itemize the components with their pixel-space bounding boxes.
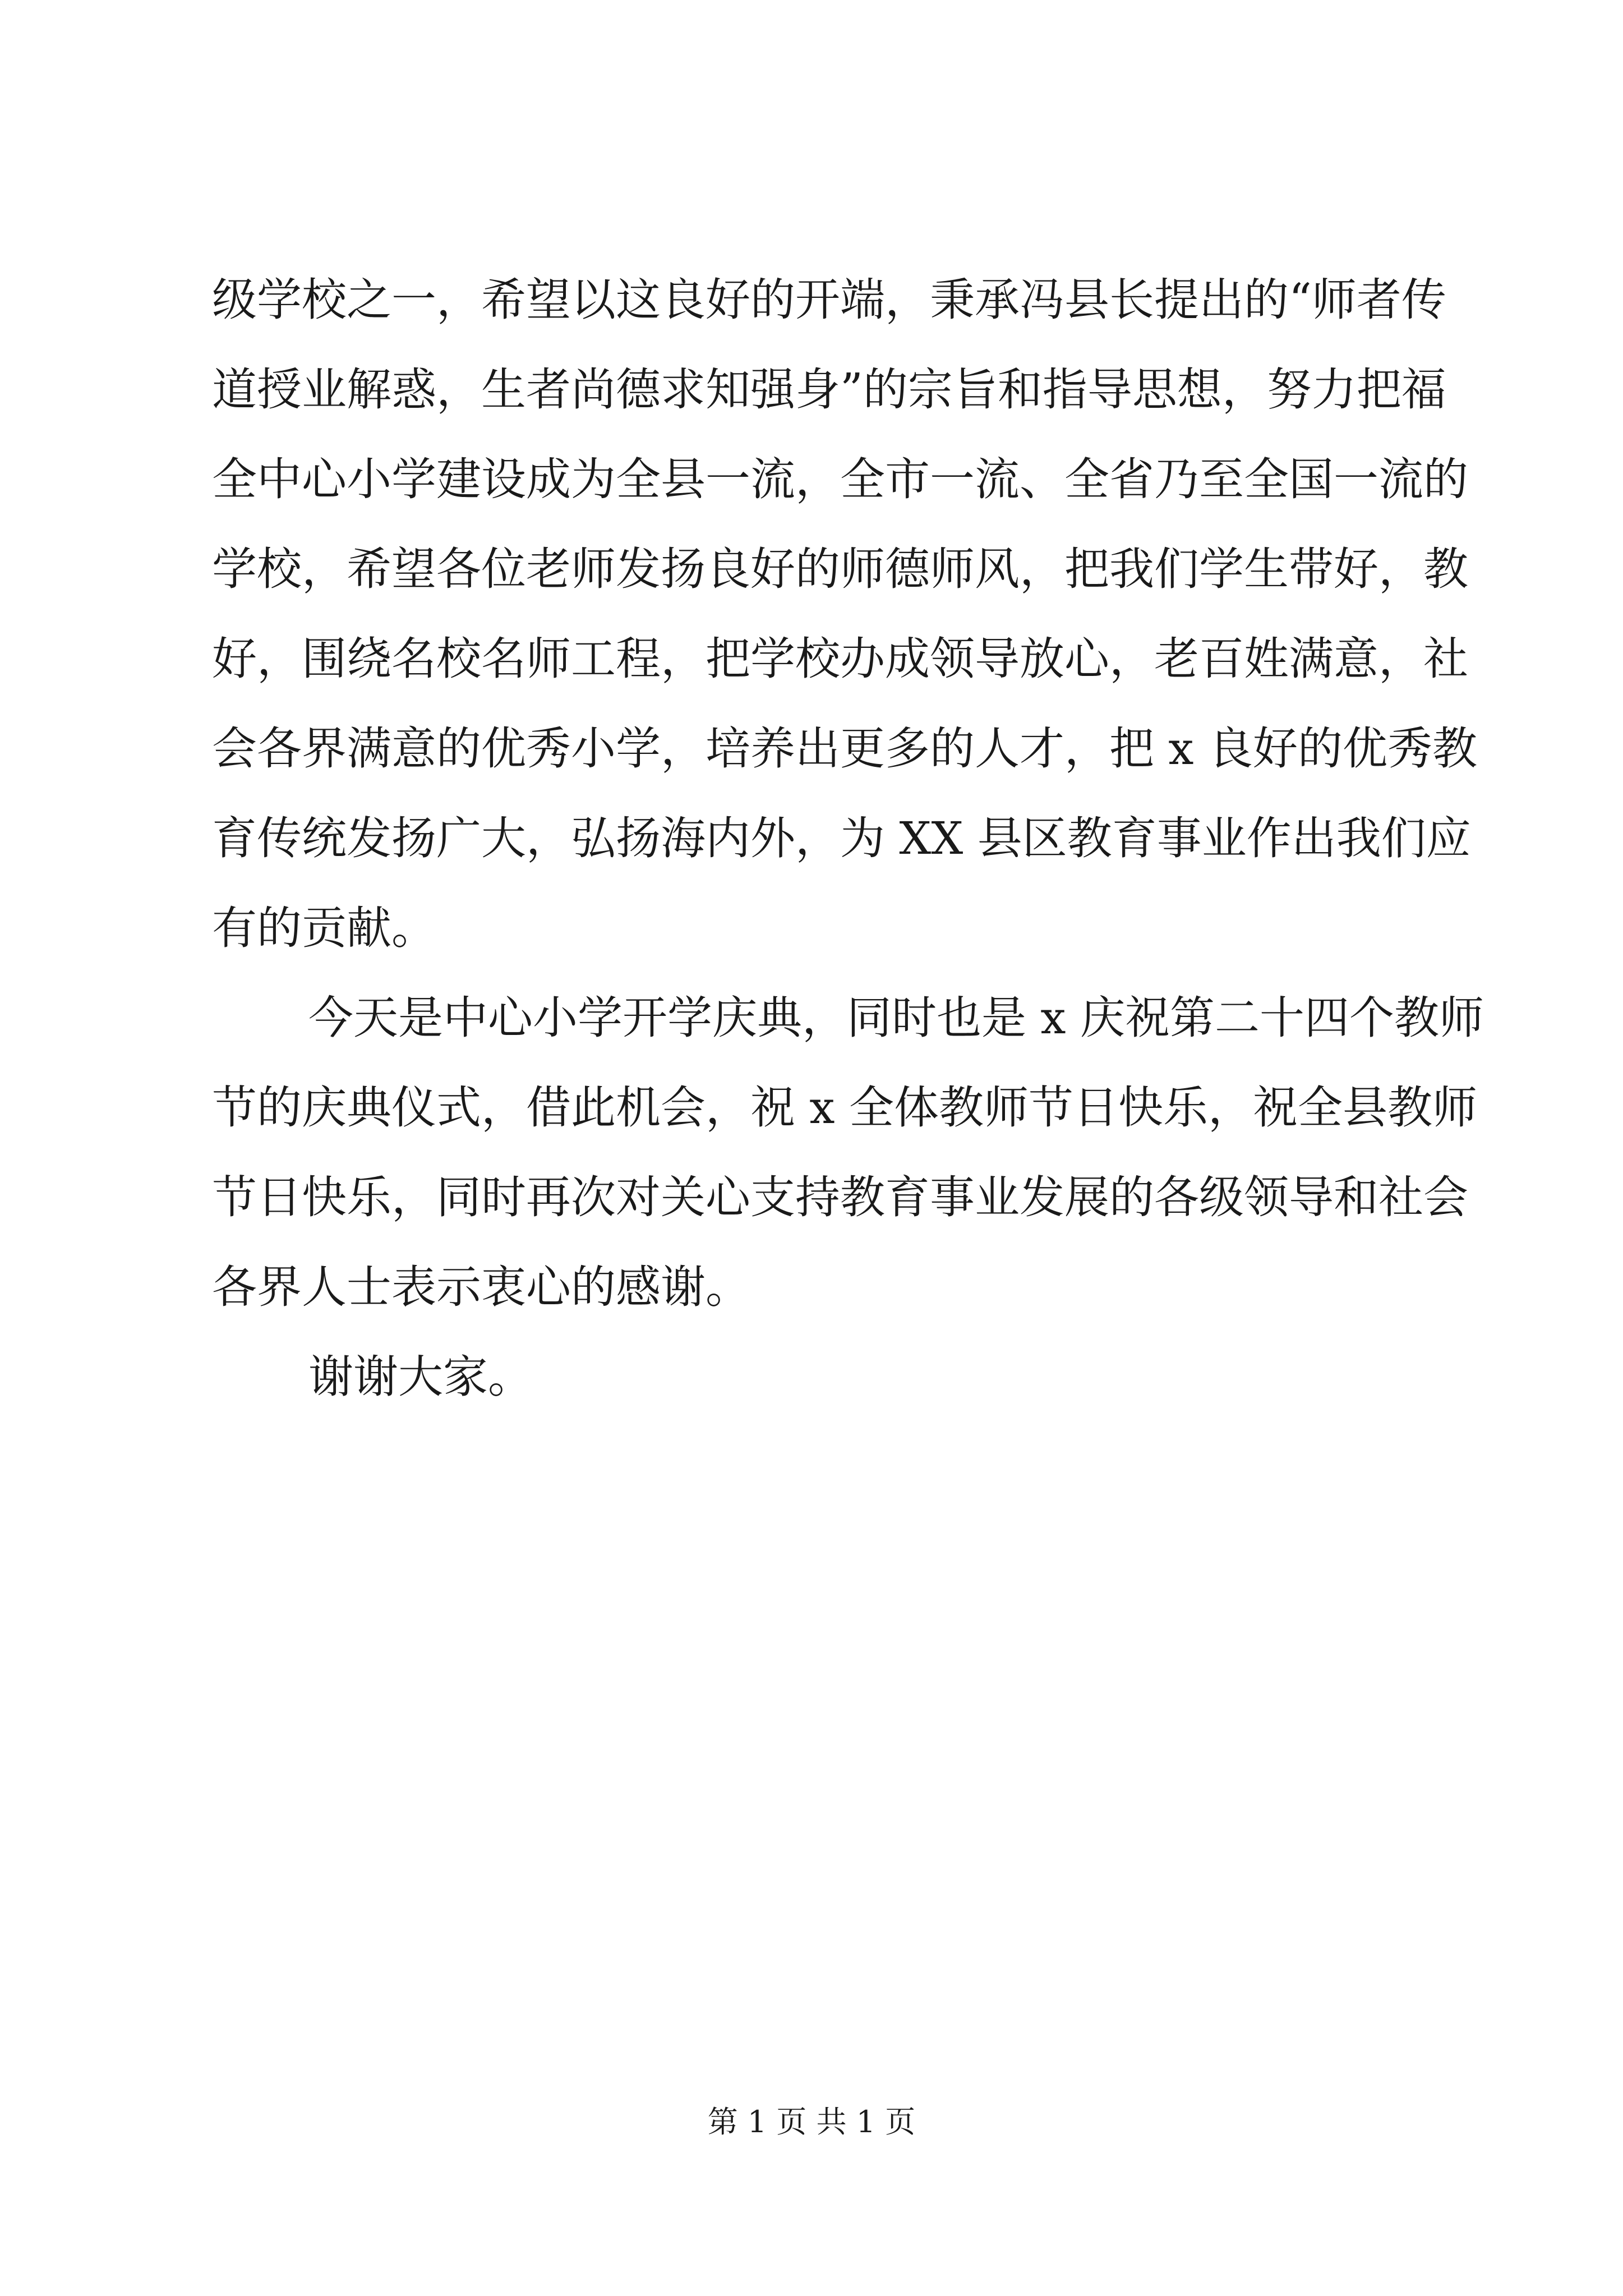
paragraph-line: 今天是中心小学开学庆典，同时也是 x 庆祝第二十四个教师 xyxy=(308,992,1484,1044)
paragraph-2 xyxy=(212,973,1484,1332)
paragraph-line: 节的庆典仪式，借此机会，祝 x 全体教师节日快乐，祝全县教师 xyxy=(212,1082,1477,1134)
paragraph-line: 好，围绕名校名师工程，把学校办成领导放心，老百姓满意，社 xyxy=(212,633,1468,685)
paragraph-line: 级学校之一，希望以这良好的开端，秉承冯县长提出的“师者传 xyxy=(212,274,1446,326)
paragraph-line: 学校，希望各位老师发扬良好的师德师风，把我们学生带好，教 xyxy=(212,543,1468,595)
paragraph-line: 全中心小学建设成为全县一流，全市一流、全省乃至全国一流的 xyxy=(212,453,1468,505)
paragraph-3 xyxy=(212,1332,1418,1422)
document-body xyxy=(212,255,1484,1422)
paragraph-line: 节日快乐，同时再次对关心支持教育事业发展的各级领导和社会 xyxy=(212,1171,1468,1223)
paragraph-line: 育传统发扬广大，弘扬海内外，为 XX 县区教育事业作出我们应 xyxy=(212,812,1471,864)
page-number-footer: 第 1 页 共 1 页 xyxy=(707,2104,916,2139)
paragraph-1 xyxy=(212,255,1477,973)
paragraph-line: 会各界满意的优秀小学，培养出更多的人才，把 x 良好的优秀教 xyxy=(212,723,1477,775)
paragraph-line: 有的贡献。 xyxy=(212,902,436,954)
paragraph-line: 道授业解惑，生者尚德求知强身”的宗旨和指导思想，努力把福 xyxy=(212,364,1446,416)
paragraph-line: 谢谢大家。 xyxy=(308,1351,533,1403)
paragraph-line: 各界人士表示衷心的感谢。 xyxy=(212,1261,750,1313)
